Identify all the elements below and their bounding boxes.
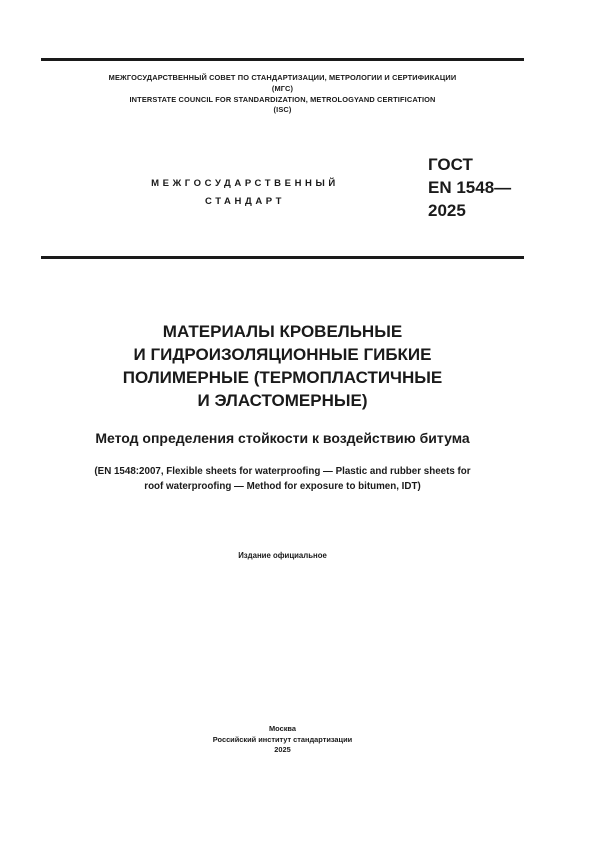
council-name-en: INTERSTATE COUNCIL FOR STANDARDIZATION, METROLOGYAND CERTIFICATION — [129, 94, 436, 104]
en-reference-line1: (EN 1548:2007, Flexible sheets for waterproofing — Plastic and rubber sheets for — [94, 466, 471, 477]
council-abbr-ru: (МГС) — [271, 83, 294, 93]
title-line2: И ГИДРОИЗОЛЯЦИОННЫЕ ГИБКИЕ — [133, 345, 432, 364]
council-name-ru: МЕЖГОСУДАРСТВЕННЫЙ СОВЕТ ПО СТАНДАРТИЗАЦИИ, МЕТРОЛОГИИ И СЕРТИФИКАЦИИ — [108, 73, 457, 82]
document-subtitle: Метод определения стойкости к воздействию битума — [95, 430, 470, 446]
title-line3: ПОЛИМЕРНЫЕ (ТЕРМОПЛАСТИЧНЫЕ — [122, 368, 443, 387]
title-line4: И ЭЛАСТОМЕРНЫЕ) — [197, 391, 368, 410]
top-rule — [41, 58, 524, 61]
designation-line3: 2025 — [428, 201, 466, 220]
standard-type-line2: СТАНДАРТ — [205, 196, 285, 207]
title-line1: МАТЕРИАЛЫ КРОВЕЛЬНЫЕ — [162, 322, 403, 341]
designation-line2: EN 1548— — [428, 178, 512, 197]
standard-designation — [428, 153, 511, 222]
publisher-imprint — [41, 724, 524, 756]
edition-note: Издание официальное — [238, 551, 327, 560]
imprint-city: Москва — [269, 724, 296, 733]
imprint-year: 2025 — [274, 745, 291, 754]
imprint-publisher: Российский институт стандартизации — [212, 734, 353, 744]
standard-type-label — [110, 175, 380, 211]
middle-rule — [41, 256, 524, 259]
en-reference — [20, 464, 545, 494]
council-abbr-en: (ISC) — [273, 105, 292, 115]
en-reference-line2: roof waterproofing — Method for exposure to bitumen, IDT) — [144, 481, 421, 492]
designation-line1: ГОСТ — [428, 155, 473, 174]
council-header — [41, 73, 524, 116]
standard-type-line1: МЕЖГОСУДАРСТВЕННЫЙ — [151, 178, 339, 189]
document-title — [41, 320, 524, 412]
